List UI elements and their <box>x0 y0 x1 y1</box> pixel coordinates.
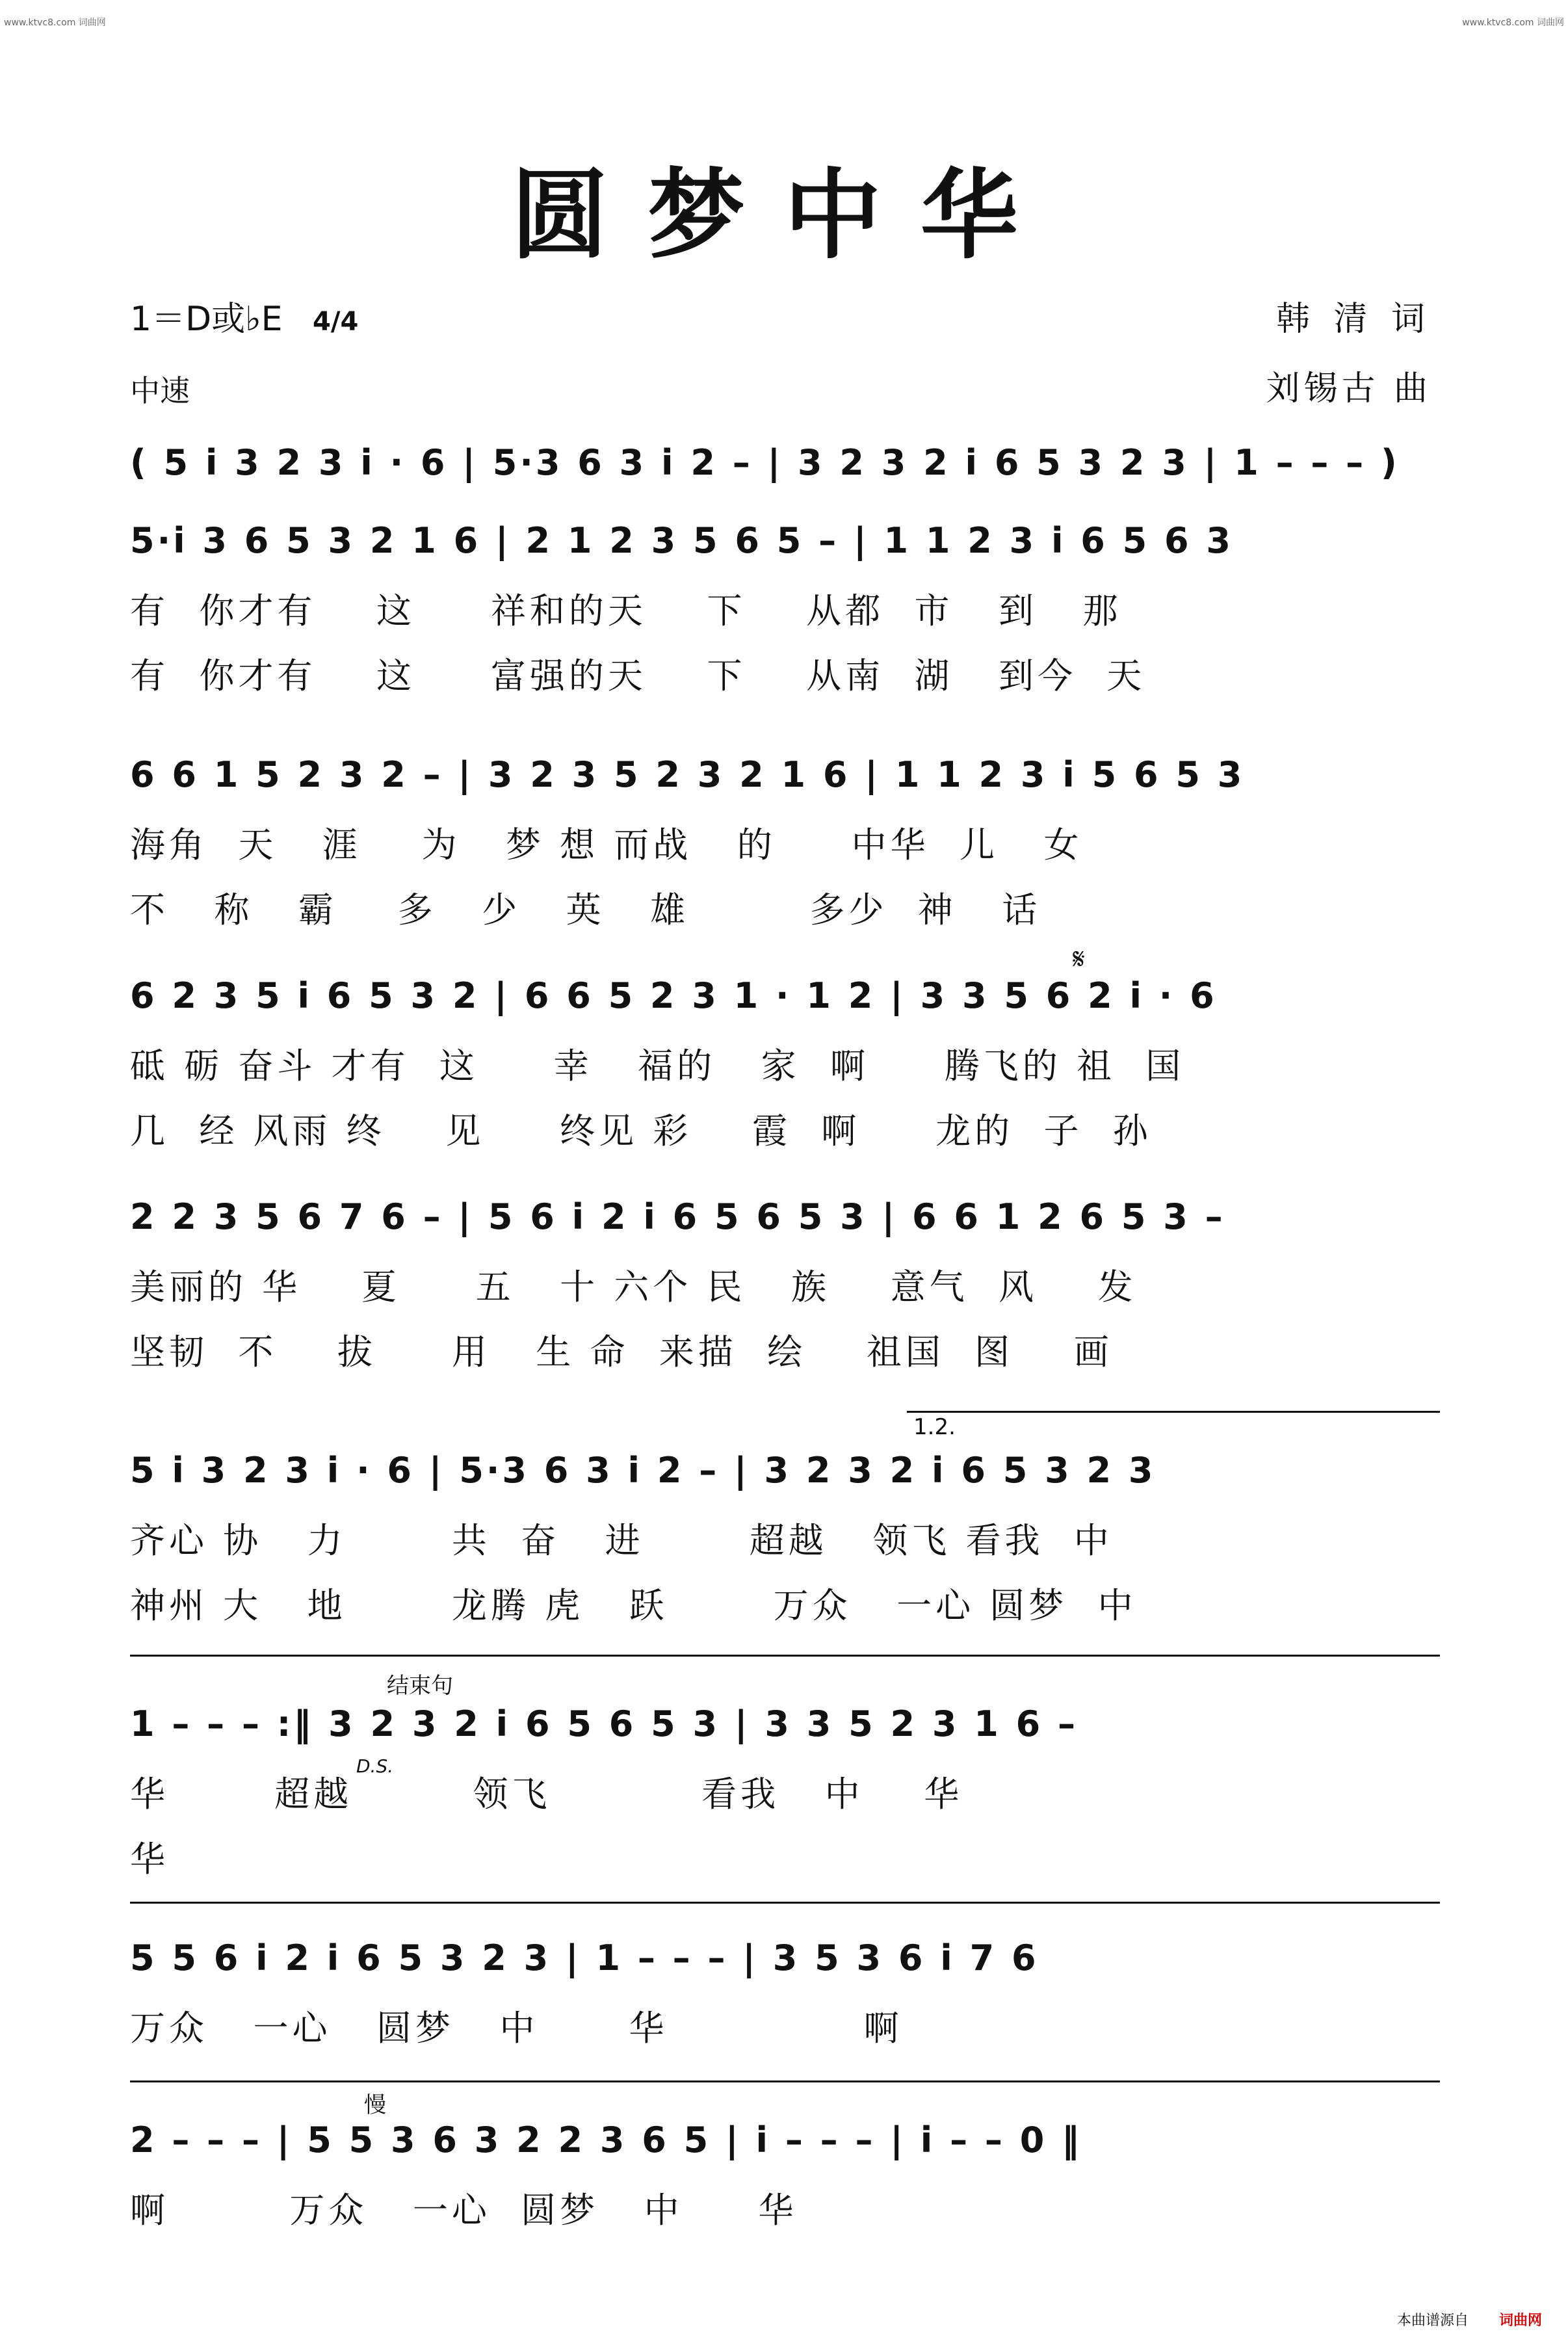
slow-marking: 慢 <box>364 2092 386 2118</box>
lyric-line-1: 海角 天 涯 为 梦 想 而战 的 中华 儿 女 <box>130 824 1083 865</box>
notation-line: 6 2 3 5 i 6 5 3 2 | 6 6 5 2 3 1 · 1 2 | 3 3 5 6 2 i · 6 <box>130 975 1217 1016</box>
lyricist-credit: 韩 清 词 <box>1275 300 1431 339</box>
score-system-3 <box>130 754 1437 943</box>
notation-line: ( 5 i 3 2 3 i · 6 | 5·3 6 3 i 2 – | 3 2 3 2 i 6 5 3 2 3 | 1 – – – ) <box>130 442 1400 483</box>
page-title: 圆梦中华 <box>510 158 1057 272</box>
notation-line: 1 – – – :‖ 3 2 3 2 i 6 5 6 5 3 | 3 3 5 2 3 1 6 – <box>130 1703 1078 1744</box>
tempo-marking: 中速 <box>130 373 190 408</box>
lyric-line-1: 啊 万众 一心 圆梦 中 华 <box>130 2190 798 2231</box>
lyric-line-2: 华 <box>130 1839 169 1880</box>
score-system-6 <box>130 1450 1437 1638</box>
footer-site[interactable]: 词曲网 <box>1498 2313 1542 2329</box>
lyric-line-1: 有 你才有 这 祥和的天 下 从都 市 到 那 <box>130 590 1122 631</box>
lyric-line-2: 神州 大 地 龙腾 虎 跃 万众 一心 圆梦 中 <box>130 1585 1137 1626</box>
lyric-line-2: 不 称 霸 多 少 英 雄 多少 神 话 <box>130 889 1041 930</box>
notation-line: 2 2 3 5 6 7 6 – | 5 6 i 2 i 6 5 6 5 3 | 6 6 1 2 6 5 3 – <box>130 1196 1225 1237</box>
key-signature <box>130 291 358 340</box>
score-system-5 <box>130 1196 1437 1385</box>
lyric-line-1: 华 超越 领飞 看我 中 华 <box>130 1774 963 1815</box>
key-label: 1＝D或♭E <box>130 300 283 339</box>
notation-line: 5·i 3 6 5 3 2 1 6 | 2 1 2 3 5 6 5 – | 1 1 2 3 i 6 5 6 3 <box>130 520 1233 561</box>
score-system-4 <box>130 975 1437 1164</box>
lyric-line-2: 坚韧 不 拔 用 生 命 来描 绘 祖国 图 画 <box>130 1332 1113 1372</box>
score-system-8 <box>130 1937 1437 2061</box>
footer <box>1397 2309 1542 2329</box>
score-system-7 <box>130 1703 1437 1892</box>
ds-mark: D.S. <box>356 1755 394 1777</box>
divider-line <box>130 1655 1440 1657</box>
score-system-9 <box>130 2119 1437 2243</box>
notation-line: 6 6 1 5 2 3 2 – | 3 2 3 5 2 3 2 1 6 | 1 1 2 3 i 5 6 5 3 <box>130 754 1245 795</box>
divider-line <box>130 1902 1440 1904</box>
lyric-line-1: 万众 一心 圆梦 中 华 啊 <box>130 2008 903 2049</box>
notation-line: 2 – – – | 5 5 3 6 3 2 2 3 6 5 | i – – – | i – – 0 ‖ <box>130 2119 1082 2160</box>
segno-mark: 𝄋 <box>1073 943 1085 976</box>
lyric-line-2: 有 你才有 这 富强的天 下 从南 湖 到今 天 <box>130 655 1146 696</box>
watermark-right: www.ktvc8.com 词曲网 <box>1462 18 1564 28</box>
lyric-line-1: 砥 砺 奋斗 才有 这 幸 福的 家 啊 腾飞的 祖 国 <box>130 1045 1185 1086</box>
ending-label: 结束句 <box>387 1673 453 1699</box>
notation-line: 5 5 6 i 2 i 6 5 3 2 3 | 1 – – – | 3 5 3 6 i 7 6 <box>130 1937 1039 1978</box>
composer-credit: 刘锡古 曲 <box>1266 369 1431 408</box>
volta-bracket <box>907 1411 1440 1413</box>
lyric-line-2: 几 经 风雨 终 见 终见 彩 霞 啊 龙的 子 孙 <box>130 1110 1152 1151</box>
time-signature: 4/4 <box>313 307 359 337</box>
footer-source: 本曲谱源自 <box>1396 2313 1469 2329</box>
score-system-2 <box>130 520 1437 709</box>
divider-line <box>130 2080 1440 2082</box>
volta-label: 1.2. <box>913 1414 956 1440</box>
score-system-1 <box>130 442 1437 501</box>
notation-line: 5 i 3 2 3 i · 6 | 5·3 6 3 i 2 – | 3 2 3 2 i 6 5 3 2 3 <box>130 1450 1156 1491</box>
lyric-line-1: 美丽的 华 夏 五 十 六个 民 族 意气 风 发 <box>130 1266 1137 1307</box>
watermark-left: www.ktvc8.com 词曲网 <box>4 18 106 28</box>
lyric-line-1: 齐心 协 力 共 奋 进 超越 领飞 看我 中 <box>130 1520 1113 1561</box>
